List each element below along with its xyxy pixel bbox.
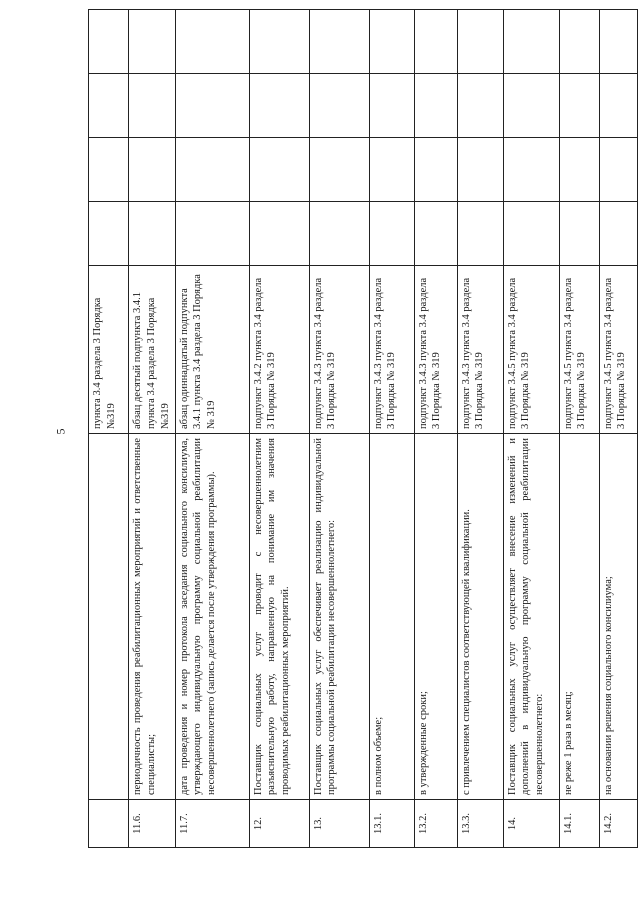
table-row xyxy=(457,10,503,848)
row-reference: пункта 3.4 раздела 3 Порядка №319 xyxy=(89,266,129,434)
answer-yes-cell[interactable] xyxy=(175,202,249,266)
row-reference: подпункт 3.4.2 пункта 3.4 раздела 3 Порядка № 319 xyxy=(249,266,309,434)
table-row xyxy=(309,10,369,848)
table-row xyxy=(89,10,129,848)
row-description xyxy=(89,434,129,800)
answer-no-cell[interactable] xyxy=(599,138,637,202)
comment-cell[interactable] xyxy=(175,10,249,74)
row-reference: подпункт 3.4.5 пункта 3.4 раздела 3 Порядка № 319 xyxy=(559,266,599,434)
comment-cell[interactable] xyxy=(457,10,503,74)
row-number: 14.2. xyxy=(599,800,637,848)
row-description: дата проведения и номер протокола заседания социального консилиума, утверждающего индивидуальную программу социальной реабилитации несовершеннолетнего (запись делается после утверждения программы). xyxy=(175,434,249,800)
answer-na-cell[interactable] xyxy=(369,74,414,138)
answer-no-cell[interactable] xyxy=(414,138,457,202)
row-reference: подпункт 3.4.3 пункта 3.4 раздела 3 Порядка № 319 xyxy=(414,266,457,434)
answer-na-cell[interactable] xyxy=(175,74,249,138)
row-reference: абзац десятый подпункта 3.4.1 пункта 3.4 раздела 3 Порядка №319 xyxy=(129,266,176,434)
table-row xyxy=(175,10,249,848)
row-number: 14.1. xyxy=(559,800,599,848)
answer-na-cell[interactable] xyxy=(129,74,176,138)
answer-no-cell[interactable] xyxy=(129,138,176,202)
comment-cell[interactable] xyxy=(129,10,176,74)
answer-na-cell[interactable] xyxy=(414,74,457,138)
comment-cell[interactable] xyxy=(89,10,129,74)
row-reference: подпункт 3.4.3 пункта 3.4 раздела 3 Порядка № 319 xyxy=(457,266,503,434)
answer-na-cell[interactable] xyxy=(309,74,369,138)
comment-cell[interactable] xyxy=(369,10,414,74)
comment-cell[interactable] xyxy=(414,10,457,74)
row-description: Поставщик социальных услуг обеспечивает реализацию индивидуальной программы социальной реабилитации несовершеннолетнего: xyxy=(309,434,369,800)
row-description: не реже 1 раза в месяц; xyxy=(559,434,599,800)
row-description: Поставщик социальных услуг осуществляет внесение изменений и дополнений в индивидуальную программу социальной реабилитации несовершеннолетнего: xyxy=(503,434,559,800)
row-description: в утвержденные сроки; xyxy=(414,434,457,800)
row-number: 11.6. xyxy=(129,800,176,848)
row-number xyxy=(89,800,129,848)
table-row xyxy=(559,10,599,848)
answer-yes-cell[interactable] xyxy=(369,202,414,266)
answer-no-cell[interactable] xyxy=(175,138,249,202)
answer-na-cell[interactable] xyxy=(503,74,559,138)
checklist-sheet xyxy=(88,10,626,848)
comment-cell[interactable] xyxy=(559,10,599,74)
row-description: с привлечением специалистов соответствующей квалификации. xyxy=(457,434,503,800)
comment-cell[interactable] xyxy=(599,10,637,74)
table-row xyxy=(249,10,309,848)
row-reference: подпункт 3.4.3 пункта 3.4 раздела 3 Порядка № 319 xyxy=(369,266,414,434)
comment-cell[interactable] xyxy=(249,10,309,74)
comment-cell[interactable] xyxy=(503,10,559,74)
table-row xyxy=(369,10,414,848)
table-row xyxy=(599,10,637,848)
row-reference: подпункт 3.4.3 пункта 3.4 раздела 3 Порядка № 319 xyxy=(309,266,369,434)
answer-na-cell[interactable] xyxy=(249,74,309,138)
answer-no-cell[interactable] xyxy=(457,138,503,202)
row-description: Поставщик социальных услуг проводит с несовершеннолетним разъяснительную работу, направленную на понимание им значения проводимых реабилитационных мероприятий. xyxy=(249,434,309,800)
answer-yes-cell[interactable] xyxy=(249,202,309,266)
answer-no-cell[interactable] xyxy=(559,138,599,202)
checklist-table xyxy=(88,9,638,848)
answer-no-cell[interactable] xyxy=(249,138,309,202)
page-number: 5 xyxy=(53,428,68,435)
row-number: 13.1. xyxy=(369,800,414,848)
table-row xyxy=(129,10,176,848)
answer-yes-cell[interactable] xyxy=(89,202,129,266)
answer-na-cell[interactable] xyxy=(559,74,599,138)
answer-yes-cell[interactable] xyxy=(309,202,369,266)
row-reference: подпункт 3.4.5 пункта 3.4 раздела 3 Порядка № 319 xyxy=(599,266,637,434)
comment-cell[interactable] xyxy=(309,10,369,74)
row-description: периодичность проведения реабилитационных мероприятий и ответственные специалисты; xyxy=(129,434,176,800)
row-number: 14. xyxy=(503,800,559,848)
answer-no-cell[interactable] xyxy=(503,138,559,202)
answer-yes-cell[interactable] xyxy=(599,202,637,266)
checklist-rotated xyxy=(88,10,626,848)
answer-na-cell[interactable] xyxy=(599,74,637,138)
row-number: 12. xyxy=(249,800,309,848)
table-row xyxy=(503,10,559,848)
row-reference: абзац одиннадцатый подпункта 3.4.1 пункта 3.4 раздела 3 Порядка № 319 xyxy=(175,266,249,434)
answer-yes-cell[interactable] xyxy=(414,202,457,266)
row-number: 13.2. xyxy=(414,800,457,848)
answer-na-cell[interactable] xyxy=(457,74,503,138)
answer-yes-cell[interactable] xyxy=(129,202,176,266)
row-description: в полном объеме; xyxy=(369,434,414,800)
row-description: на основании решения социального консилиума; xyxy=(599,434,637,800)
answer-no-cell[interactable] xyxy=(309,138,369,202)
row-number: 13. xyxy=(309,800,369,848)
row-number: 11.7. xyxy=(175,800,249,848)
answer-yes-cell[interactable] xyxy=(559,202,599,266)
answer-no-cell[interactable] xyxy=(89,138,129,202)
answer-no-cell[interactable] xyxy=(369,138,414,202)
row-reference: подпункт 3.4.5 пункта 3.4 раздела 3 Порядка № 319 xyxy=(503,266,559,434)
answer-yes-cell[interactable] xyxy=(457,202,503,266)
answer-na-cell[interactable] xyxy=(89,74,129,138)
row-number: 13.3. xyxy=(457,800,503,848)
table-row xyxy=(414,10,457,848)
answer-yes-cell[interactable] xyxy=(503,202,559,266)
